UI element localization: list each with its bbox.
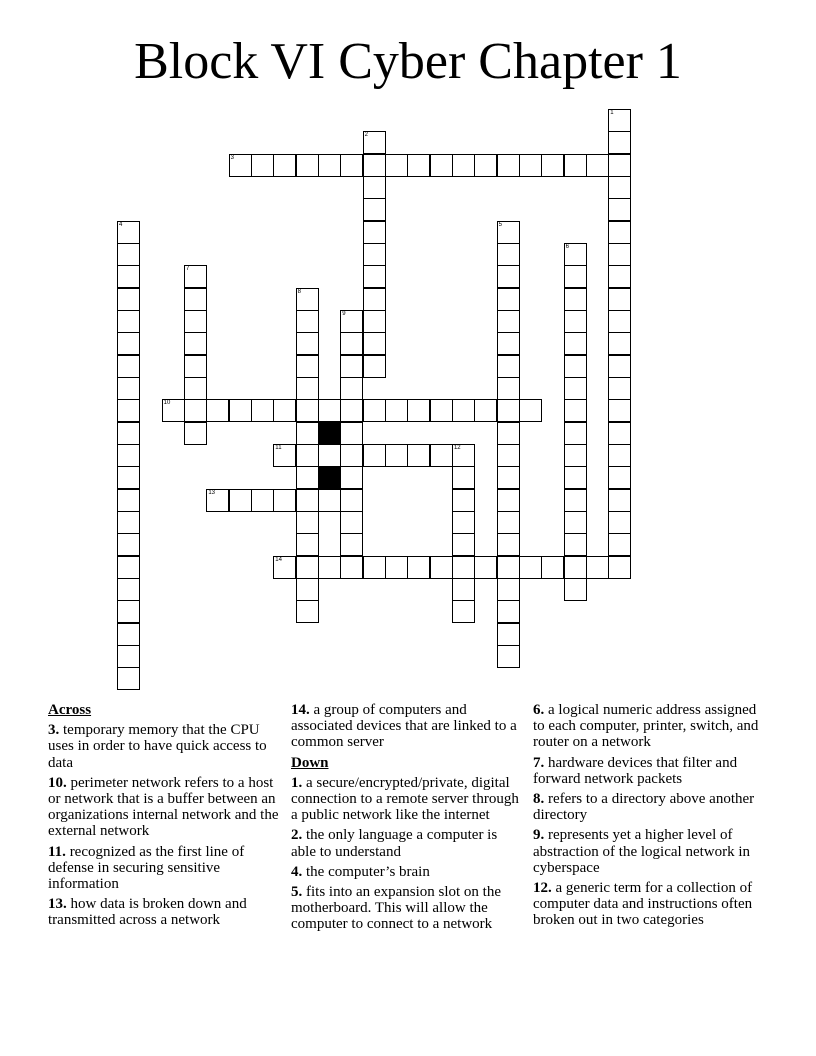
across-clue-11: 11. recognized as the first line of defense in securing sensitive information: [48, 843, 245, 893]
grid-cell[interactable]: [117, 243, 140, 266]
grid-cell[interactable]: [363, 310, 386, 333]
grid-cell[interactable]: [430, 154, 453, 177]
grid-cell[interactable]: [117, 623, 140, 646]
grid-cell[interactable]: [497, 310, 520, 333]
grid-cell[interactable]: [608, 399, 631, 422]
grid-cell[interactable]: [117, 399, 140, 422]
grid-cell[interactable]: [608, 288, 631, 311]
clue-number-13: 13: [208, 489, 215, 496]
grid-cell[interactable]: [363, 556, 386, 579]
grid-cell[interactable]: [363, 288, 386, 311]
puzzle-title: Block VI Cyber Chapter 1: [134, 33, 682, 90]
grid-cell[interactable]: [117, 310, 140, 333]
grid-cell[interactable]: [474, 399, 497, 422]
grid-black-cell: [318, 422, 341, 445]
across-clue-3: 3. temporary memory that the CPU uses in order to have quick access to data: [48, 722, 267, 771]
grid-cell[interactable]: [608, 265, 631, 288]
down-clue-4: 4. the computer’s brain: [291, 863, 430, 880]
grid-cell[interactable]: [608, 109, 631, 132]
grid-cell[interactable]: [452, 556, 475, 579]
grid-cell[interactable]: [363, 243, 386, 266]
grid-cell[interactable]: [608, 444, 631, 467]
grid-cell[interactable]: [296, 288, 319, 311]
grid-cell[interactable]: [162, 399, 185, 422]
clue-number-14: 14: [275, 556, 282, 563]
grid-cell[interactable]: [363, 332, 386, 355]
grid-cell[interactable]: [184, 310, 207, 333]
grid-cell[interactable]: [363, 198, 386, 221]
grid-cell[interactable]: [564, 578, 587, 601]
grid-cell[interactable]: [452, 578, 475, 601]
grid-cell[interactable]: [564, 466, 587, 489]
grid-cell[interactable]: [296, 444, 319, 467]
grid-cell[interactable]: [497, 221, 520, 244]
grid-cell[interactable]: [363, 176, 386, 199]
grid-cell[interactable]: [184, 377, 207, 400]
grid-cell[interactable]: [497, 355, 520, 378]
grid-cell[interactable]: [497, 243, 520, 266]
grid-cell[interactable]: [474, 154, 497, 177]
down-clue-12: 12. a generic term for a collection of computer data and instructions often broken out in two categories: [533, 880, 753, 929]
grid-cell[interactable]: [608, 243, 631, 266]
grid-cell[interactable]: [497, 533, 520, 556]
grid-cell[interactable]: [184, 265, 207, 288]
grid-cell[interactable]: [497, 377, 520, 400]
grid-cell[interactable]: [564, 444, 587, 467]
down-clue-5: 5. fits into an expansion slot on the motherboard. This will allow the computer to connect to a network: [291, 884, 501, 933]
clue-number-3: 3: [230, 154, 234, 161]
grid-cell[interactable]: [385, 399, 408, 422]
clue-number-1: 1: [610, 110, 614, 116]
grid-cell[interactable]: [117, 444, 140, 467]
grid-cell[interactable]: [564, 489, 587, 512]
grid-cell[interactable]: [407, 556, 430, 579]
grid-cell[interactable]: [452, 154, 475, 177]
clue-number-4: 4: [119, 221, 123, 228]
grid-cell[interactable]: [564, 310, 587, 333]
grid-cell[interactable]: [564, 377, 587, 400]
grid-cell[interactable]: [474, 556, 497, 579]
clue-column-2: [291, 702, 523, 937]
clue-number-12: 12: [453, 444, 461, 451]
grid-cell[interactable]: [296, 422, 319, 445]
across-heading: Across: [48, 702, 92, 718]
grid-cell[interactable]: [340, 332, 363, 355]
grid-cell[interactable]: [273, 556, 296, 579]
grid-cell[interactable]: [608, 221, 631, 244]
grid-cell[interactable]: [318, 399, 341, 422]
grid-cell[interactable]: [385, 556, 408, 579]
grid-cell[interactable]: [340, 489, 363, 512]
grid-cell[interactable]: [385, 444, 408, 467]
grid-cell[interactable]: [564, 332, 587, 355]
grid-cell[interactable]: [318, 154, 341, 177]
grid-cell[interactable]: [519, 154, 542, 177]
grid-cell[interactable]: [340, 444, 363, 467]
grid-cell[interactable]: [497, 466, 520, 489]
grid-cell[interactable]: [229, 489, 252, 512]
grid-cell[interactable]: [407, 399, 430, 422]
grid-cell[interactable]: [452, 511, 475, 534]
grid-cell[interactable]: [363, 355, 386, 378]
grid-cell[interactable]: [117, 332, 140, 355]
grid-cell[interactable]: [296, 489, 319, 512]
grid-cell[interactable]: [385, 154, 408, 177]
grid-cell[interactable]: [117, 466, 140, 489]
clue-number-5: 5: [498, 221, 502, 228]
grid-cell[interactable]: [608, 511, 631, 534]
grid-cell[interactable]: [430, 556, 453, 579]
grid-cell[interactable]: [519, 556, 542, 579]
grid-cell[interactable]: [363, 131, 386, 154]
grid-cell[interactable]: [340, 556, 363, 579]
grid-cell[interactable]: [340, 466, 363, 489]
grid-cell[interactable]: [497, 600, 520, 623]
grid-cell[interactable]: [117, 511, 140, 534]
grid-cell[interactable]: [497, 422, 520, 445]
across-clue-13: 13. how data is broken down and transmitted across a network: [48, 896, 247, 929]
grid-cell[interactable]: [296, 466, 319, 489]
down-heading: Down: [291, 754, 329, 771]
grid-cell[interactable]: [541, 154, 564, 177]
grid-cell[interactable]: [497, 556, 520, 579]
grid-cell[interactable]: [608, 466, 631, 489]
grid-cell[interactable]: [497, 265, 520, 288]
across-clue-10: 10. perimeter network refers to a host or network that is a buffer between an organizations internal network and the external network: [48, 774, 279, 840]
grid-cell[interactable]: [497, 154, 520, 177]
grid-cell[interactable]: [608, 154, 631, 177]
clue-column-3: [533, 702, 765, 933]
grid-cell[interactable]: [340, 355, 363, 378]
grid-cell[interactable]: [564, 533, 587, 556]
grid-cell[interactable]: [184, 288, 207, 311]
grid-cell[interactable]: [564, 556, 587, 579]
grid-cell[interactable]: [296, 578, 319, 601]
grid-cell[interactable]: [407, 444, 430, 467]
grid-cell[interactable]: [363, 221, 386, 244]
grid-cell[interactable]: [564, 355, 587, 378]
clue-column-1: [48, 702, 280, 933]
grid-cell[interactable]: [206, 399, 229, 422]
grid-cell[interactable]: [117, 600, 140, 623]
clue-number-9: 9: [342, 310, 346, 317]
grid-cell[interactable]: [117, 265, 140, 288]
grid-cell[interactable]: [363, 265, 386, 288]
grid-cell[interactable]: [340, 422, 363, 445]
grid-cell[interactable]: [117, 377, 140, 400]
grid-cell[interactable]: [541, 556, 564, 579]
grid-cell[interactable]: [251, 154, 274, 177]
grid-cell[interactable]: [497, 511, 520, 534]
grid-cell[interactable]: [452, 600, 475, 623]
grid-cell[interactable]: [229, 154, 252, 177]
clue-number-2: 2: [364, 132, 368, 139]
down-clue-6: 6. a logical numeric address assigned to each computer, printer, switch, and router on a network: [533, 702, 759, 751]
grid-black-cell: [318, 466, 341, 489]
grid-cell[interactable]: [318, 489, 341, 512]
grid-cell[interactable]: [497, 444, 520, 467]
grid-cell[interactable]: [229, 399, 252, 422]
grid-cell[interactable]: [296, 556, 319, 579]
grid-cell[interactable]: [117, 533, 140, 556]
grid-cell[interactable]: [117, 667, 140, 690]
grid-cell[interactable]: [117, 578, 140, 601]
grid-cell[interactable]: [608, 533, 631, 556]
grid-cell[interactable]: [564, 154, 587, 177]
grid-cell[interactable]: [117, 556, 140, 579]
grid-cell[interactable]: [206, 489, 229, 512]
across-clue-14: 14. a group of computers and associated devices that are linked to a common server: [291, 702, 517, 751]
grid-cell[interactable]: [497, 623, 520, 646]
grid-cell[interactable]: [340, 377, 363, 400]
grid-cell[interactable]: [497, 399, 520, 422]
grid-cell[interactable]: [608, 556, 631, 579]
grid-cell[interactable]: [251, 399, 274, 422]
grid-cell[interactable]: [340, 399, 363, 422]
grid-cell[interactable]: [497, 489, 520, 512]
grid-cell[interactable]: [452, 533, 475, 556]
grid-cell[interactable]: [340, 511, 363, 534]
grid-cell[interactable]: [117, 489, 140, 512]
grid-cell[interactable]: [497, 578, 520, 601]
grid-cell[interactable]: [296, 377, 319, 400]
grid-cell[interactable]: [251, 489, 274, 512]
grid-cell[interactable]: [296, 511, 319, 534]
grid-cell[interactable]: [340, 310, 363, 333]
grid-cell[interactable]: [117, 288, 140, 311]
grid-cell[interactable]: [564, 288, 587, 311]
grid-cell[interactable]: [519, 399, 542, 422]
grid-cell[interactable]: [296, 355, 319, 378]
grid-cell[interactable]: [296, 310, 319, 333]
clue-number-6: 6: [565, 243, 569, 250]
down-clue-7: 7. hardware devices that filter and forward network packets: [533, 754, 738, 787]
grid-cell[interactable]: [586, 154, 609, 177]
grid-cell[interactable]: [184, 399, 207, 422]
grid-cell[interactable]: [452, 444, 475, 467]
grid-cell[interactable]: [564, 511, 587, 534]
grid-cell[interactable]: [608, 198, 631, 221]
grid-cell[interactable]: [318, 444, 341, 467]
grid-cell[interactable]: [608, 310, 631, 333]
grid-cell[interactable]: [608, 131, 631, 154]
grid-cell[interactable]: [497, 645, 520, 668]
grid-cell[interactable]: [340, 533, 363, 556]
grid-cell[interactable]: [296, 399, 319, 422]
grid-cell[interactable]: [273, 399, 296, 422]
grid-cell[interactable]: [608, 355, 631, 378]
grid-cell[interactable]: [296, 154, 319, 177]
grid-cell[interactable]: [296, 600, 319, 623]
grid-cell[interactable]: [430, 399, 453, 422]
grid-cell[interactable]: [564, 243, 587, 266]
down-clue-8: 8. refers to a directory above another directory: [533, 791, 755, 824]
grid-cell[interactable]: [340, 154, 363, 177]
grid-cell[interactable]: [564, 265, 587, 288]
grid-cell[interactable]: [117, 355, 140, 378]
grid-cell[interactable]: [608, 176, 631, 199]
grid-cell[interactable]: [184, 355, 207, 378]
grid-cell[interactable]: [430, 444, 453, 467]
down-clue-2: 2. the only language a computer is able to understand: [291, 827, 498, 860]
grid-cell[interactable]: [184, 332, 207, 355]
grid-cell[interactable]: [273, 489, 296, 512]
grid-cell[interactable]: [564, 399, 587, 422]
down-clue-9: 9. represents yet a higher level of abstraction of the logical network in cyberspace: [533, 827, 751, 876]
grid-cell[interactable]: [452, 466, 475, 489]
clue-number-11: 11: [275, 444, 282, 451]
clue-number-8: 8: [297, 288, 301, 295]
grid-cell[interactable]: [564, 422, 587, 445]
grid-cell[interactable]: [608, 489, 631, 512]
grid-cell[interactable]: [608, 422, 631, 445]
grid-cell[interactable]: [318, 556, 341, 579]
grid-cell[interactable]: [407, 154, 430, 177]
grid-cell[interactable]: [363, 399, 386, 422]
grid-cell[interactable]: [608, 377, 631, 400]
grid-cell[interactable]: [296, 332, 319, 355]
grid-cell[interactable]: [608, 332, 631, 355]
clue-number-10: 10: [163, 400, 171, 407]
grid-cell[interactable]: [117, 221, 140, 244]
grid-cell[interactable]: [184, 422, 207, 445]
grid-cell[interactable]: [452, 489, 475, 512]
grid-cell[interactable]: [296, 533, 319, 556]
grid-cell[interactable]: [273, 444, 296, 467]
grid-cell[interactable]: [586, 556, 609, 579]
grid-cell[interactable]: [117, 645, 140, 668]
down-clue-1: 1. a secure/encrypted/private, digital connection to a remote server through a public network like the internet: [291, 774, 519, 824]
grid-cell[interactable]: [497, 332, 520, 355]
clue-number-7: 7: [185, 266, 190, 273]
grid-cell[interactable]: [363, 154, 386, 177]
grid-cell[interactable]: [452, 399, 475, 422]
grid-cell[interactable]: [273, 154, 296, 177]
grid-cell[interactable]: [363, 444, 386, 467]
grid-cell[interactable]: [497, 288, 520, 311]
grid-cell[interactable]: [117, 422, 140, 445]
